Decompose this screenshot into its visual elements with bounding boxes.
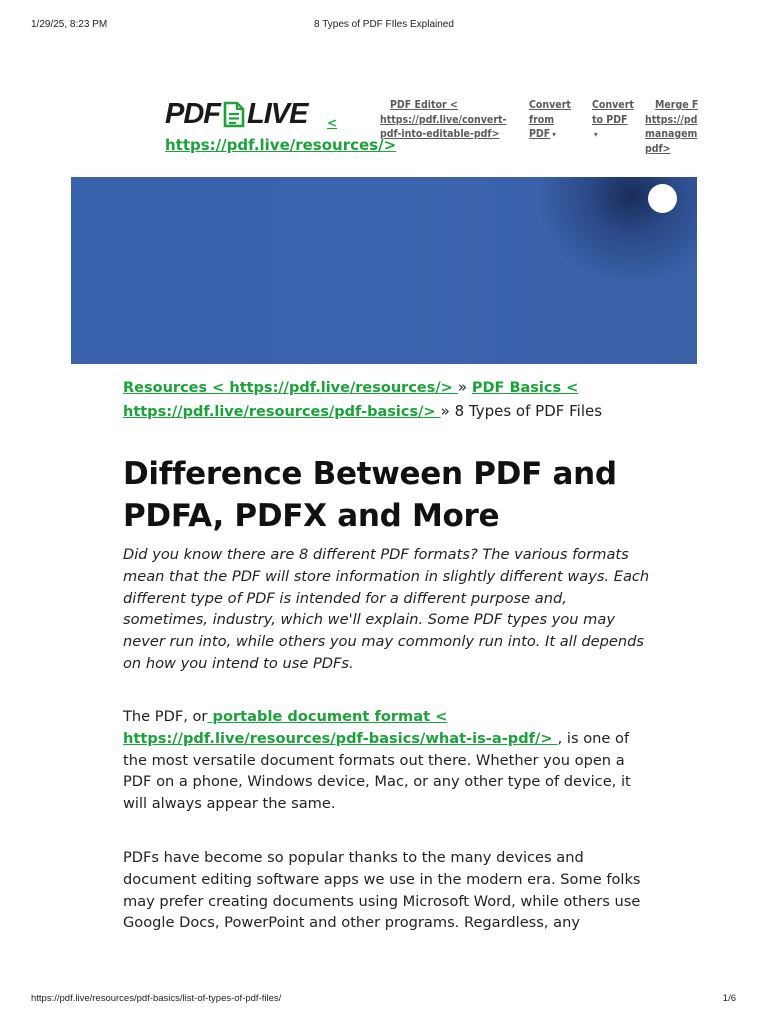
logo-link-bracket[interactable]: < <box>327 116 338 130</box>
nav-merge-line4[interactable]: pdf> <box>645 142 671 155</box>
nav-pdf-editor-line2[interactable]: https://pdf.live/convert- <box>380 113 507 126</box>
nav-item-convert-from-pdf[interactable] <box>529 98 584 143</box>
nav-merge-line3[interactable]: managem <box>645 128 698 140</box>
hero-white-circle <box>648 184 677 213</box>
portable-document-format-link[interactable]: portable document format < https://pdf.live/resources/pdf-basics/what-is-a-pdf/> <box>123 708 558 747</box>
breadcrumb <box>123 376 653 424</box>
intro-paragraph: Did you know there are 8 different PDF formats? The various formats mean that the PDF will store information in slightly different ways. Each different type of PDF is intended for a different purpose and, sometimes, industry, which we'll explain. Some PDF types you may never run into, while others you may commonly run into. It all depends on how you intend to use PDFs. <box>123 546 650 672</box>
hero-banner-image <box>71 177 697 364</box>
print-page-number: 1/6 <box>722 993 736 1004</box>
breadcrumb-separator: » <box>457 378 472 396</box>
breadcrumb-pdf-basics-url[interactable]: https://pdf.live/resources/pdf-basics/> <box>123 404 441 420</box>
top-navigation <box>380 98 698 160</box>
p1-text-before: The PDF, or <box>123 708 208 725</box>
logo-text-live: LIVE <box>247 98 308 130</box>
nav-item-convert-to-pdf[interactable] <box>592 98 647 143</box>
pdf-document-icon <box>222 101 246 129</box>
breadcrumb-pdf-basics-link[interactable]: PDF Basics < <box>471 380 579 396</box>
breadcrumb-current: 8 Types of PDF Files <box>454 402 603 420</box>
print-doc-title: 8 Types of PDF FIles Explained <box>314 19 454 30</box>
nav-item-pdf-editor[interactable] <box>380 98 520 142</box>
print-footer-url: https://pdf.live/resources/pdf-basics/list-of-types-of-pdf-files/ <box>31 993 282 1004</box>
breadcrumb-separator: » <box>440 402 455 420</box>
p1-text-after: , is one of the most versatile document formats out there. Whether you open a PDF on a phone, Windows device, Mac, or any other type of device, it will always appear the same. <box>123 729 631 813</box>
nav-merge-line2[interactable]: https://pd <box>645 113 698 126</box>
page-title: Difference Between PDF and PDFA, PDFX and More <box>123 456 617 534</box>
body-paragraph-1 <box>123 706 653 815</box>
logo-link-url[interactable]: https://pdf.live/resources/> <box>165 136 397 154</box>
breadcrumb-resources-link[interactable]: Resources < https://pdf.live/resources/> <box>123 380 458 396</box>
body-paragraph-2: PDFs have become so popular thanks to the many devices and document editing software apps we use in the modern era. Some folks may prefer creating documents using Microsoft Word, while others use Google Docs, PowerPoint and other programs. Regardless, any <box>123 849 641 932</box>
nav-item-merge-pdf[interactable] <box>645 98 698 156</box>
nav-convert-from-line3[interactable]: PDF <box>529 128 551 140</box>
print-datetime: 1/29/25, 8:23 PM <box>31 19 108 30</box>
nav-convert-from-line2[interactable]: from <box>529 113 555 126</box>
nav-merge-line1[interactable]: Merge F <box>655 99 698 111</box>
nav-pdf-editor-line1[interactable]: PDF Editor < <box>390 99 458 111</box>
nav-convert-to-line1[interactable]: Convert <box>592 99 634 111</box>
caret-down-icon: ▾ <box>552 130 556 139</box>
nav-pdf-editor-line3[interactable]: pdf-into-editable-pdf> <box>380 128 500 140</box>
logo-text-pdf: PDF <box>165 98 220 130</box>
nav-convert-to-line2[interactable]: to PDF <box>592 113 628 126</box>
nav-convert-from-line1[interactable]: Convert <box>529 99 571 111</box>
pdf-live-logo[interactable] <box>165 98 307 131</box>
caret-down-icon: ▾ <box>594 130 598 139</box>
